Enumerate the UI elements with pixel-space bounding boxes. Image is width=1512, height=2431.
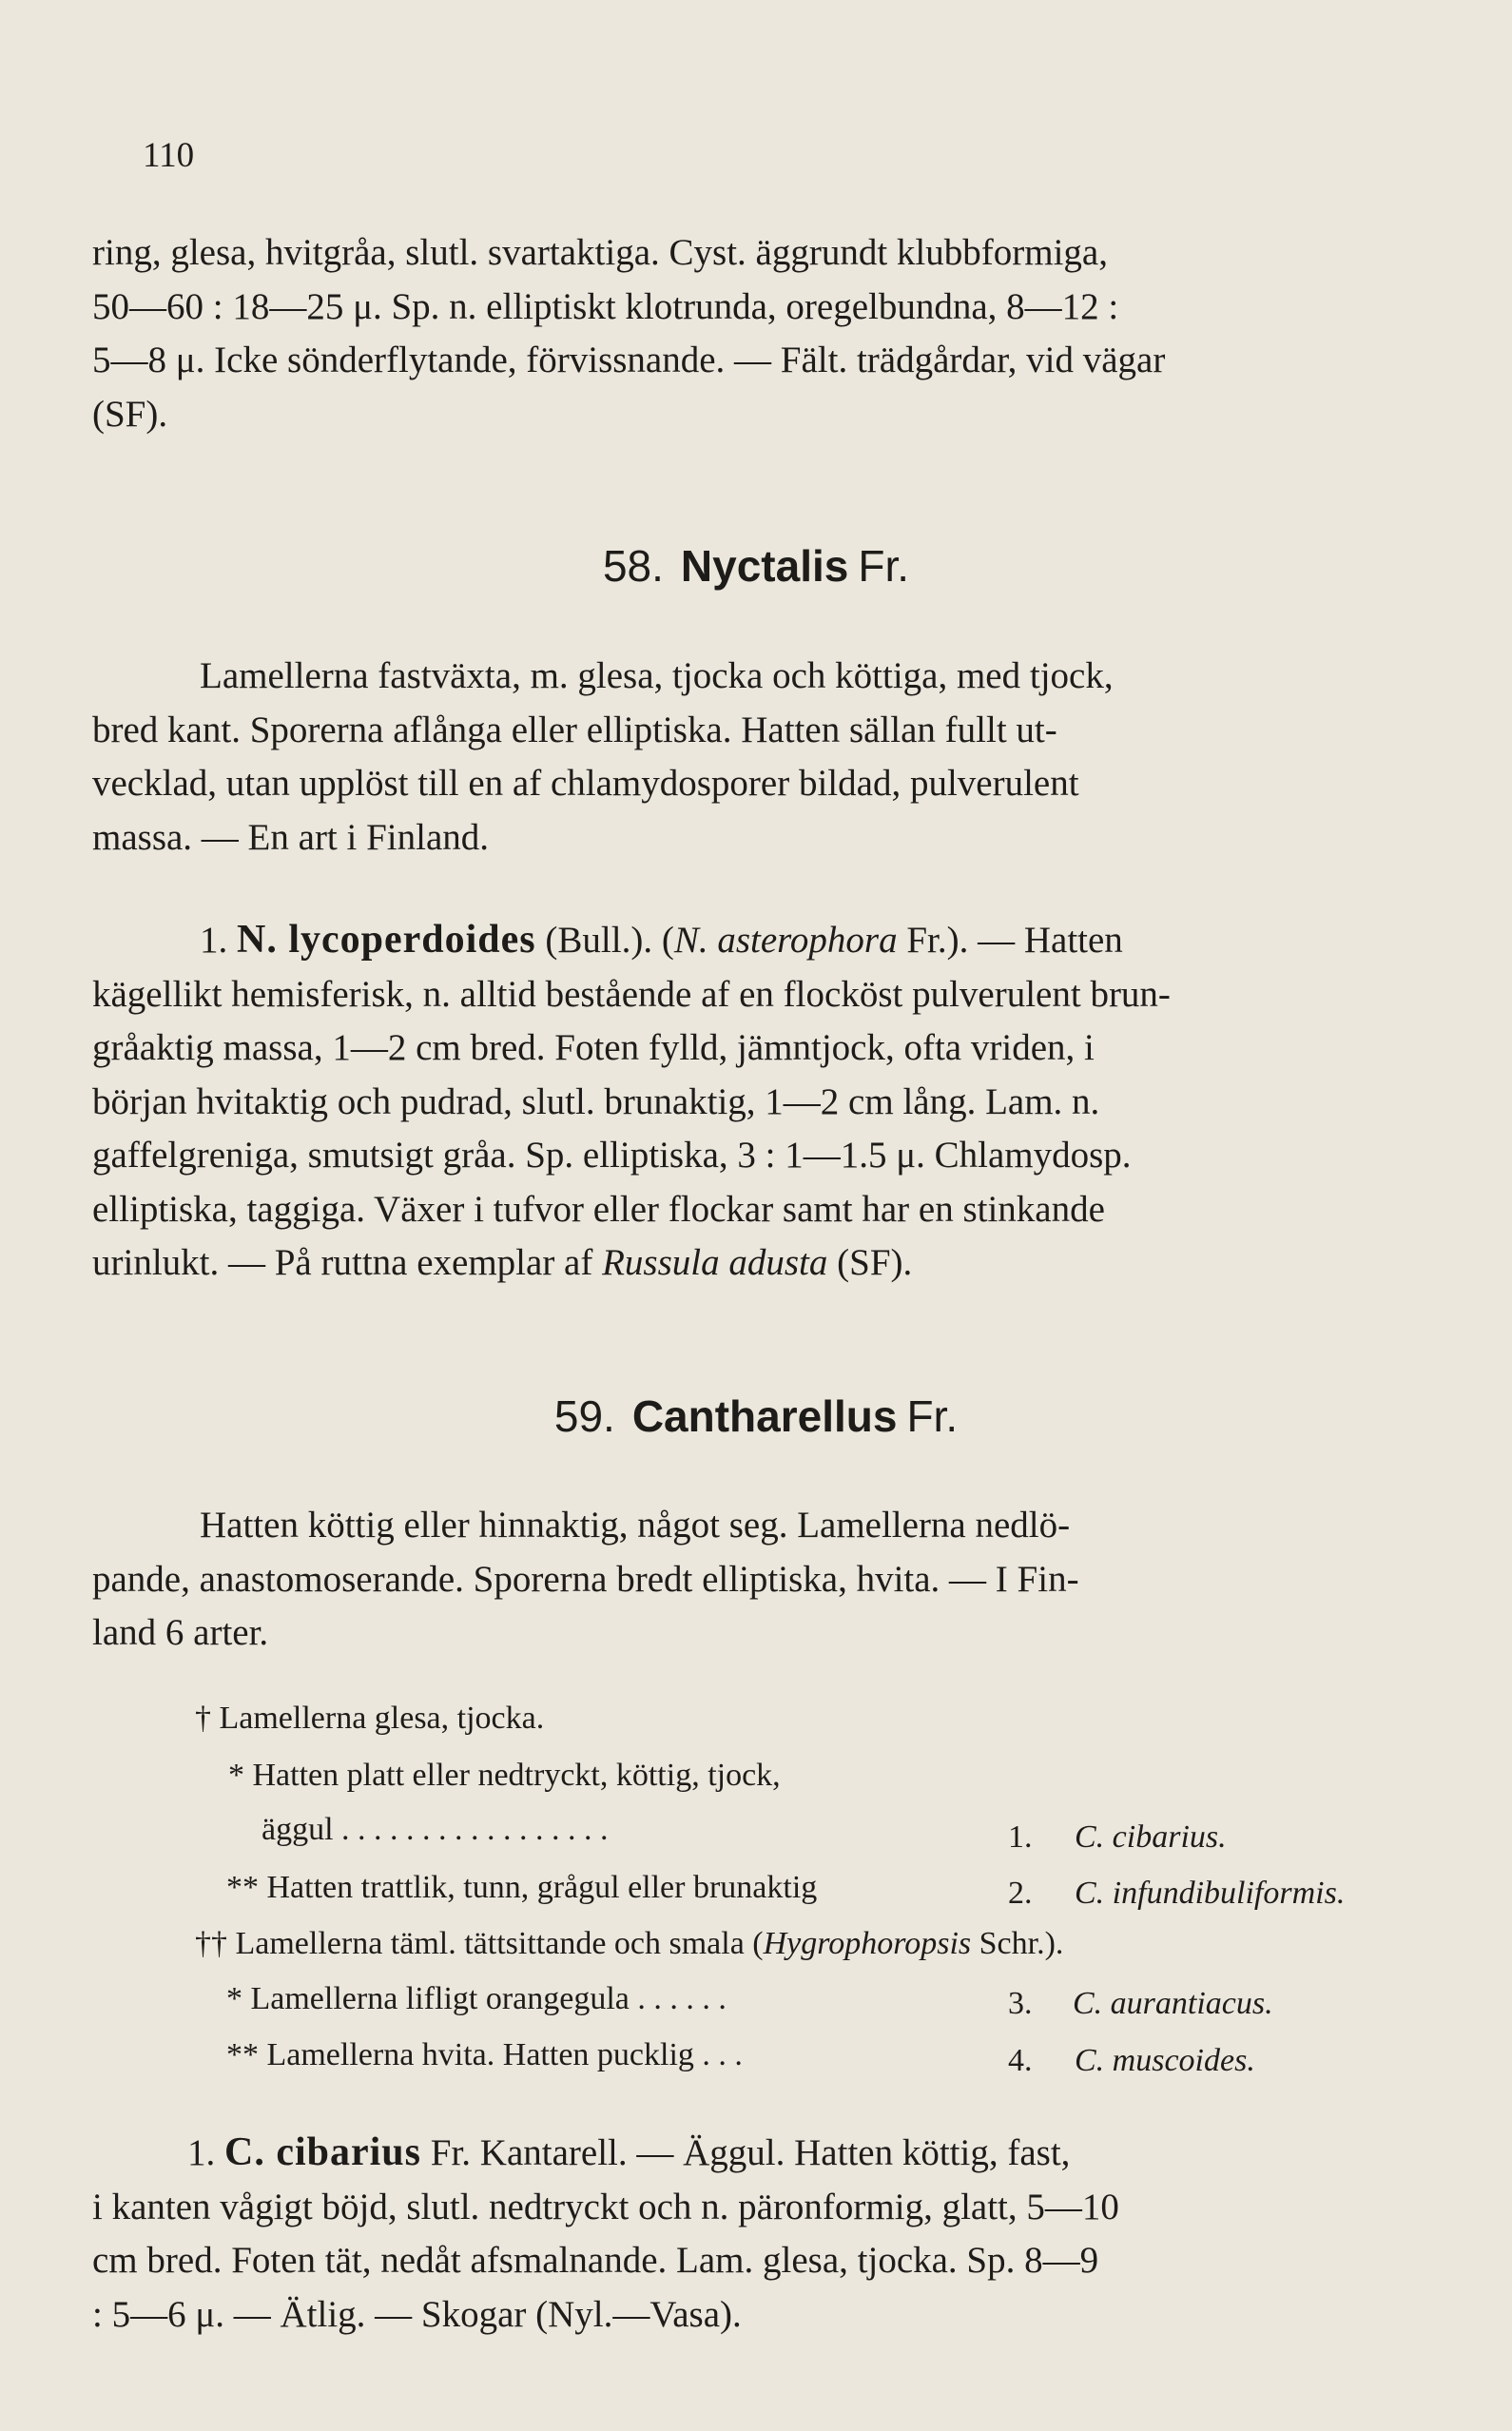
genus-heading-nyctalis: [0, 540, 1512, 592]
text-span: Lamellerna fastväxta, m. glesa, tjocka och köttiga, med tjock,: [200, 655, 1114, 696]
text-line: [92, 913, 1438, 968]
key-species: C. cibarius.: [1075, 1819, 1227, 1855]
text-line: ring, glesa, hvitgråa, slutl. svartaktiga. Cyst. äggrundt klubbformiga,: [92, 232, 1108, 273]
species-name: C. cibarius: [224, 2130, 422, 2174]
key-row: † Lamellerna glesa, tjocka.: [195, 1701, 545, 1736]
key-species: C. infundibuliformis.: [1075, 1876, 1346, 1911]
text-line: 5—8 μ. Icke sönderflytande, förvissnande. — Fält. trädgårdar, vid vägar: [92, 340, 1166, 380]
text-span: Schr.).: [979, 1926, 1064, 1961]
key-row: ** Lamellerna hvita. Hatten pucklig . . .: [226, 2037, 743, 2072]
text-line: : 5—6 μ. — Ätlig. — Skogar (Nyl.—Vasa).: [92, 2293, 742, 2335]
text-line: vecklad, utan upplöst till en af chlamydosporer bildad, pulverulent: [92, 763, 1079, 804]
genus-name: Cantharellus: [631, 1391, 898, 1441]
text-span: Fr. Kantarell. — Äggul. Hatten köttig, fast,: [430, 2132, 1071, 2173]
text-span: Hatten köttig eller hinnaktig, något seg. Lamellerna nedlö-: [200, 1505, 1071, 1546]
text-line: gråaktig massa, 1—2 cm bred. Foten fylld, jämntjock, ofta vriden, i: [92, 1027, 1095, 1068]
text-line: [92, 1236, 1438, 1291]
synonym-paren: (: [661, 920, 674, 961]
cantharellus-description: [92, 1499, 1438, 1661]
text-line: i kanten vågigt böjd, slutl. nedtryckt och n. päronformig, glatt, 5—10: [92, 2186, 1119, 2227]
text-line: elliptiska, taggiga. Växer i tufvor eller flockar samt har en stinkande: [92, 1188, 1105, 1230]
text-line: gaffelgreniga, smutsigt gråa. Sp. elliptiska, 3 : 1—1.5 μ. Chlamydosp.: [92, 1135, 1132, 1176]
genus-number: 58.: [602, 541, 664, 591]
text-span: †† Lamellerna täml. tättsittande och smala (: [195, 1926, 764, 1961]
synonym-abbr: N.: [673, 920, 708, 961]
species-lycoperdoides: [92, 913, 1438, 1291]
key-row: * Lamellerna lifligt orangegula . . . . . .: [226, 1981, 727, 2016]
key-species: C. aurantiacus.: [1073, 1986, 1273, 2021]
intro-paragraph: [92, 226, 1438, 441]
genus-number: 59.: [553, 1391, 615, 1441]
key-genus: Hygrophoropsis: [763, 1926, 972, 1961]
key-number: 3.: [1008, 1986, 1033, 2021]
species-cibarius: [92, 2126, 1438, 2342]
text-line: [92, 2126, 1438, 2181]
key-number: 4.: [1008, 2043, 1033, 2078]
text-line: kägellikt hemisferisk, n. alltid bestående af en flocköst pulverulent brun-: [92, 973, 1171, 1015]
key-number: 1.: [1008, 1819, 1033, 1855]
species-number: 1.: [187, 2132, 216, 2173]
text-line: början hvitaktig och pudrad, slutl. brunaktig, 1—2 cm lång. Lam. n.: [92, 1080, 1100, 1122]
species-name: N. lycoperdoides: [237, 918, 536, 962]
key-species: C. muscoides.: [1075, 2043, 1255, 2078]
host-species: Russula adusta: [602, 1242, 828, 1283]
genus-name: Nyctalis: [680, 541, 849, 591]
synonym-author: Fr.). — Hatten: [906, 920, 1123, 961]
text-line: land 6 arter.: [92, 1612, 269, 1653]
text-line: pande, anastomoserande. Sporerna bredt elliptiska, hvita. — I Fin-: [92, 1558, 1079, 1600]
text-line: 50—60 : 18—25 μ. Sp. n. elliptiskt klotrunda, oregelbundna, 8—12 :: [92, 285, 1119, 327]
text-line: bred kant. Sporerna aflånga eller elliptiska. Hatten sällan fullt ut-: [92, 709, 1057, 750]
text-line: [92, 650, 1438, 704]
key-row: * Hatten platt eller nedtryckt, köttig, tjock,: [228, 1758, 781, 1793]
genus-heading-cantharellus: [0, 1391, 1512, 1442]
species-number: 1.: [200, 920, 228, 961]
text-line: cm bred. Foten tät, nedåt afsmalnande. Lam. glesa, tjocka. Sp. 8—9: [92, 2240, 1099, 2281]
nyctalis-description: [92, 650, 1438, 865]
text-line: [92, 1499, 1438, 1553]
species-author: (Bull.).: [545, 920, 653, 961]
genus-author: Fr.: [906, 1391, 959, 1441]
text-span: urinlukt. — På ruttna exemplar af: [92, 1242, 593, 1283]
text-line: massa. — En art i Finland.: [92, 816, 490, 858]
key-row: [195, 1926, 1063, 1962]
genus-author: Fr.: [858, 541, 910, 591]
key-number: 2.: [1008, 1876, 1033, 1911]
page-number: 110: [143, 136, 195, 175]
text-line: (SF).: [92, 393, 168, 435]
text-span: (SF).: [837, 1242, 913, 1283]
key-row: ** Hatten trattlik, tunn, grågul eller brunaktig: [226, 1870, 818, 1905]
key-row: äggul . . . . . . . . . . . . . . . . .: [262, 1812, 609, 1847]
synonym-epithet: asterophora: [717, 920, 898, 961]
